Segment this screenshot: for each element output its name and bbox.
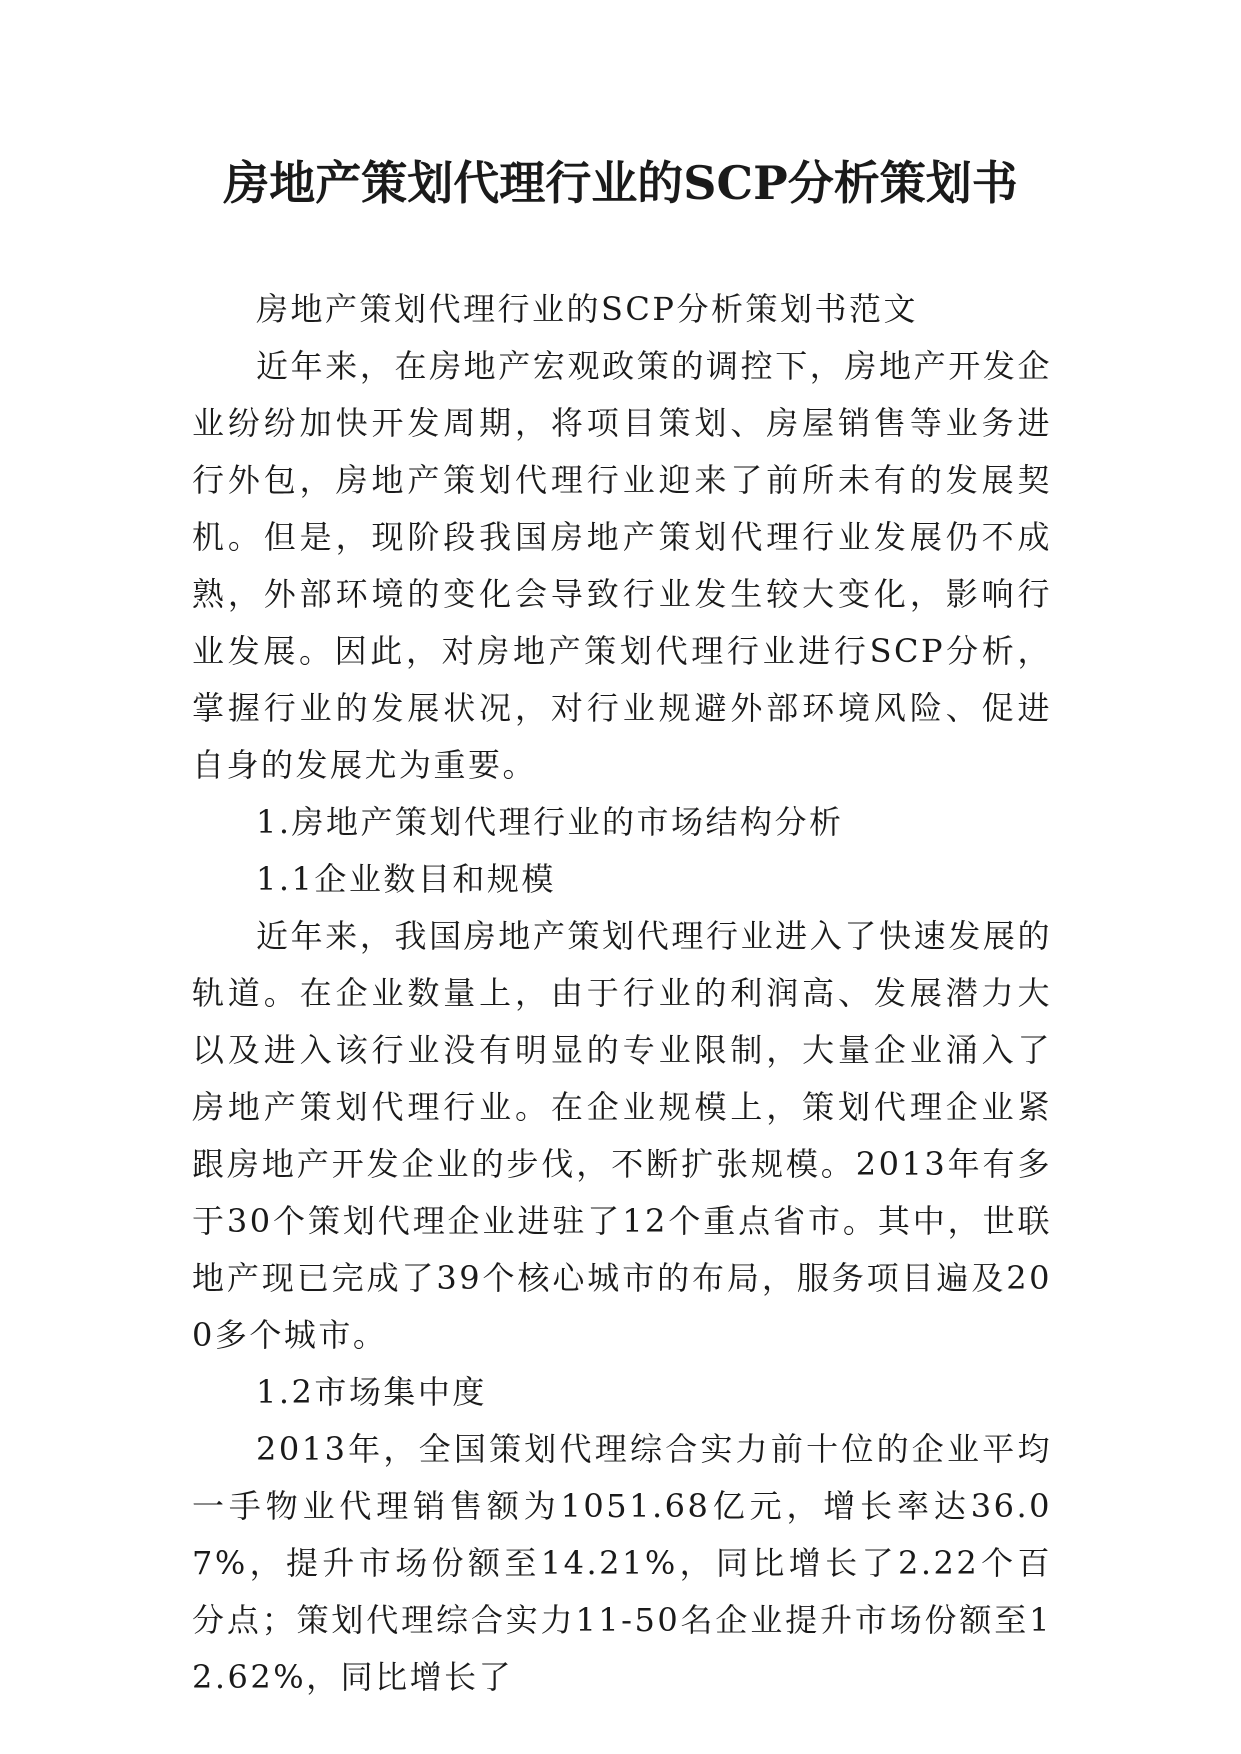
section-heading-1-1: 1.1企业数目和规模	[256, 860, 556, 898]
document-title: 房地产策划代理行业的SCP分析策划书	[223, 156, 1018, 210]
paragraph-market-concentration: 2013年，全国策划代理综合实力前十位的企业平均一手物业代理销售额为1051.68亿元，增长率达36.07%，提升市场份额至14.21%，同比增长了2.22个百分点；策划代理综合实力11-50名企业提升市场份额至12.62%，同比增长了	[192, 1430, 1052, 1696]
section-heading-1: 1.房地产策划代理行业的市场结构分析	[256, 803, 844, 841]
section-heading-1-2: 1.2市场集中度	[256, 1373, 487, 1411]
paragraph-intro: 近年来，在房地产宏观政策的调控下，房地产开发企业纷纷加快开发周期，将项目策划、房屋销售等业务进行外包，房地产策划代理行业迎来了前所未有的发展契机。但是，现阶段我国房地产策划代理行业发展仍不成熟，外部环境的变化会导致行业发生较大变化，影响行业发展。因此，对房地产策划代理行业进行SCP分析，掌握行业的发展状况，对行业规避外部环境风险、促进自身的发展尤为重要。	[192, 347, 1052, 784]
document-body	[192, 281, 1052, 1706]
paragraph-subtitle: 房地产策划代理行业的SCP分析策划书范文	[256, 290, 918, 328]
paragraph-enterprise-scale: 近年来，我国房地产策划代理行业进入了快速发展的轨道。在企业数量上，由于行业的利润高、发展潜力大以及进入该行业没有明显的专业限制，大量企业涌入了房地产策划代理行业。在企业规模上，策划代理企业紧跟房地产开发企业的步伐，不断扩张规模。2013年有多于30个策划代理企业进驻了12个重点省市。其中，世联地产现已完成了39个核心城市的布局，服务项目遍及200多个城市。	[192, 917, 1052, 1354]
